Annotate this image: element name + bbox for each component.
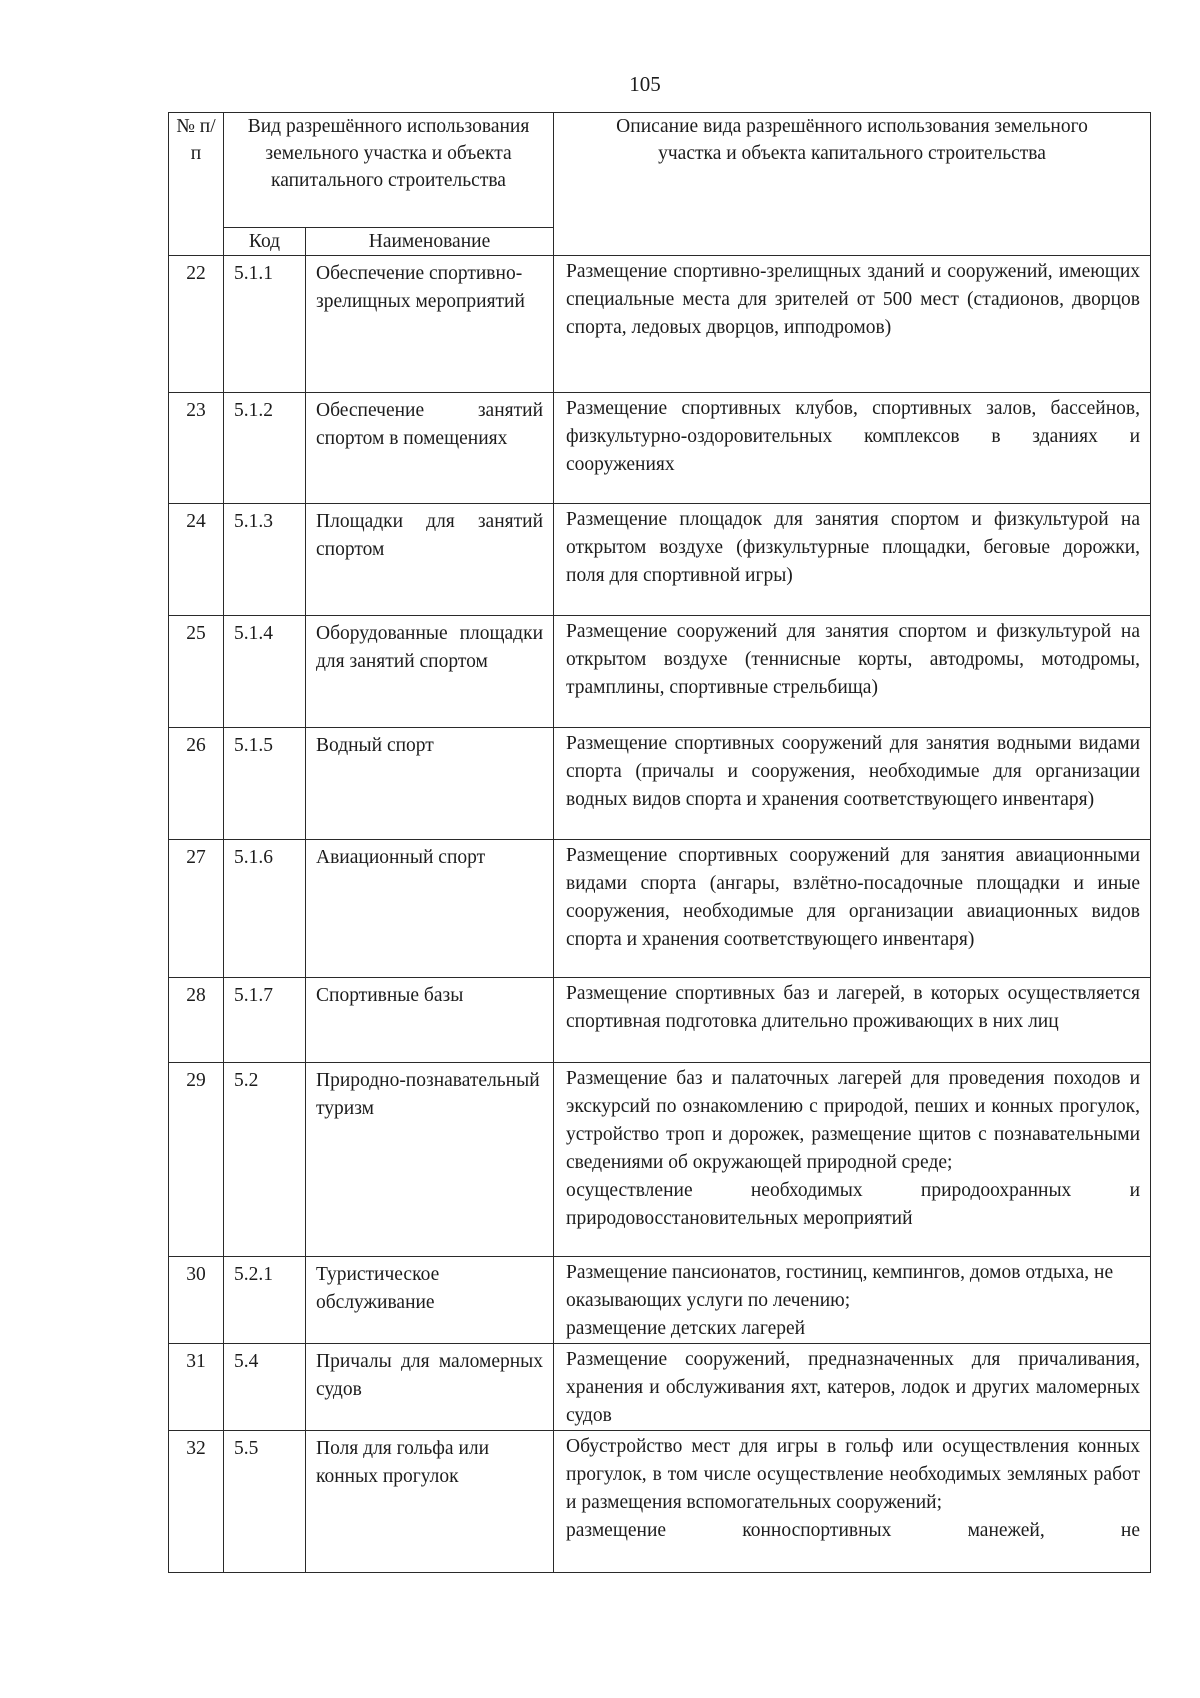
table-row [169, 978, 1151, 1063]
row-number: 26 [169, 728, 224, 840]
table-row [169, 256, 1151, 393]
description-paragraph: Размещение пансионатов, гостиниц, кемпингов, домов отдыха, не оказывающих услуги по лечению; [566, 1262, 1114, 1311]
row-description: Размещение сооружений для занятия спортом и физкультурой на открытом воздухе (теннисные корты, автодромы, мотодромы, трамплины, спортивные стрельбища) [554, 616, 1151, 728]
row-code: 5.1.1 [224, 256, 306, 393]
row-name: Причалы для маломерных судов [306, 1344, 554, 1431]
description-paragraph: Обустройство мест для игры в гольф или осуществления конных прогулок, в том числе осуществление необходимых земляных работ и размещения вспомогательных сооружений; [566, 1436, 1141, 1513]
row-description: Размещение спортивно-зрелищных зданий и сооружений, имеющих специальные места для зрителей от 500 мест (стадионов, дворцов спорта, ледовых дворцов, ипподромов) [554, 256, 1151, 393]
row-description [554, 1257, 1151, 1344]
land-use-table [168, 112, 1151, 1573]
row-code: 5.1.5 [224, 728, 306, 840]
row-name: Площадки для занятий спортом [306, 504, 554, 616]
description-paragraph: осуществление необходимых природоохранных и природовосстановительных мероприятий [566, 1180, 1141, 1229]
row-number: 27 [169, 840, 224, 978]
header-description: Описание вида разрешённого использования земельного участка и объекта капитального строительства [554, 113, 1151, 256]
row-code: 5.1.2 [224, 393, 306, 504]
row-number: 22 [169, 256, 224, 393]
row-name: Природно-познавательный туризм [306, 1063, 554, 1257]
description-paragraph: размещение детских лагерей [566, 1318, 806, 1339]
table-row [169, 504, 1151, 616]
row-description: Размещение спортивных баз и лагерей, в которых осуществляется спортивная подготовка длительно проживающих в них лиц [554, 978, 1151, 1063]
row-code: 5.2 [224, 1063, 306, 1257]
table-row [169, 728, 1151, 840]
row-number: 29 [169, 1063, 224, 1257]
row-description: Размещение спортивных сооружений для занятия авиационными видами спорта (ангары, взлётно-посадочные площадки и иные сооружения, необходимые для организации авиационных видов спорта и хранения соответствующего инвентаря) [554, 840, 1151, 978]
row-code: 5.4 [224, 1344, 306, 1431]
row-name: Обеспечение занятий спортом в помещениях [306, 393, 554, 504]
description-paragraph: Размещение баз и палаточных лагерей для проведения походов и экскурсий по ознакомлению с природой, пеших и конных прогулок, устройство троп и дорожек, размещение щитов с познавательными сведениями об окружающей природной среде; [566, 1068, 1141, 1173]
row-number: 30 [169, 1257, 224, 1344]
row-number: 23 [169, 393, 224, 504]
row-number: 31 [169, 1344, 224, 1431]
header-number: № п/п [169, 113, 224, 256]
table-row [169, 1344, 1151, 1431]
row-description [554, 1063, 1151, 1257]
row-name: Туристическое обслуживание [306, 1257, 554, 1344]
row-code: 5.1.6 [224, 840, 306, 978]
row-number: 32 [169, 1431, 224, 1573]
table-row [169, 393, 1151, 504]
row-description: Размещение спортивных сооружений для занятия водными видами спорта (причалы и сооружения, необходимые для организации водных видов спорта и хранения соответствующего инвентаря) [554, 728, 1151, 840]
row-description: Размещение площадок для занятия спортом и физкультурой на открытом воздухе (физкультурные площадки, беговые дорожки, поля для спортивной игры) [554, 504, 1151, 616]
table-row [169, 1431, 1151, 1573]
row-number: 24 [169, 504, 224, 616]
row-number: 25 [169, 616, 224, 728]
row-name: Водный спорт [306, 728, 554, 840]
header-name: Наименование [306, 228, 554, 256]
header-code: Код [224, 228, 306, 256]
row-code: 5.1.3 [224, 504, 306, 616]
row-name: Оборудованные площадки для занятий спортом [306, 616, 554, 728]
row-name: Поля для гольфа или конных прогулок [306, 1431, 554, 1573]
row-code: 5.5 [224, 1431, 306, 1573]
row-code: 5.1.7 [224, 978, 306, 1063]
row-number: 28 [169, 978, 224, 1063]
row-code: 5.1.4 [224, 616, 306, 728]
description-paragraph: размещение конноспортивных манежей, не [566, 1520, 1141, 1541]
table-row [169, 840, 1151, 978]
row-description [554, 1431, 1151, 1573]
row-name: Обеспечение спортивно-зрелищных мероприятий [306, 256, 554, 393]
table-row [169, 1063, 1151, 1257]
row-description: Размещение сооружений, предназначенных для причаливания, хранения и обслуживания яхт, катеров, лодок и других маломерных судов [554, 1344, 1151, 1431]
row-name: Авиационный спорт [306, 840, 554, 978]
page-number: 105 [629, 72, 661, 96]
header-use-type: Вид разрешённого использования земельного участка и объекта капитального строительства [224, 113, 554, 228]
table-row [169, 616, 1151, 728]
row-description: Размещение спортивных клубов, спортивных залов, бассейнов, физкультурно-оздоровительных комплексов в зданиях и сооружениях [554, 393, 1151, 504]
row-name: Спортивные базы [306, 978, 554, 1063]
row-code: 5.2.1 [224, 1257, 306, 1344]
table-row [169, 1257, 1151, 1344]
